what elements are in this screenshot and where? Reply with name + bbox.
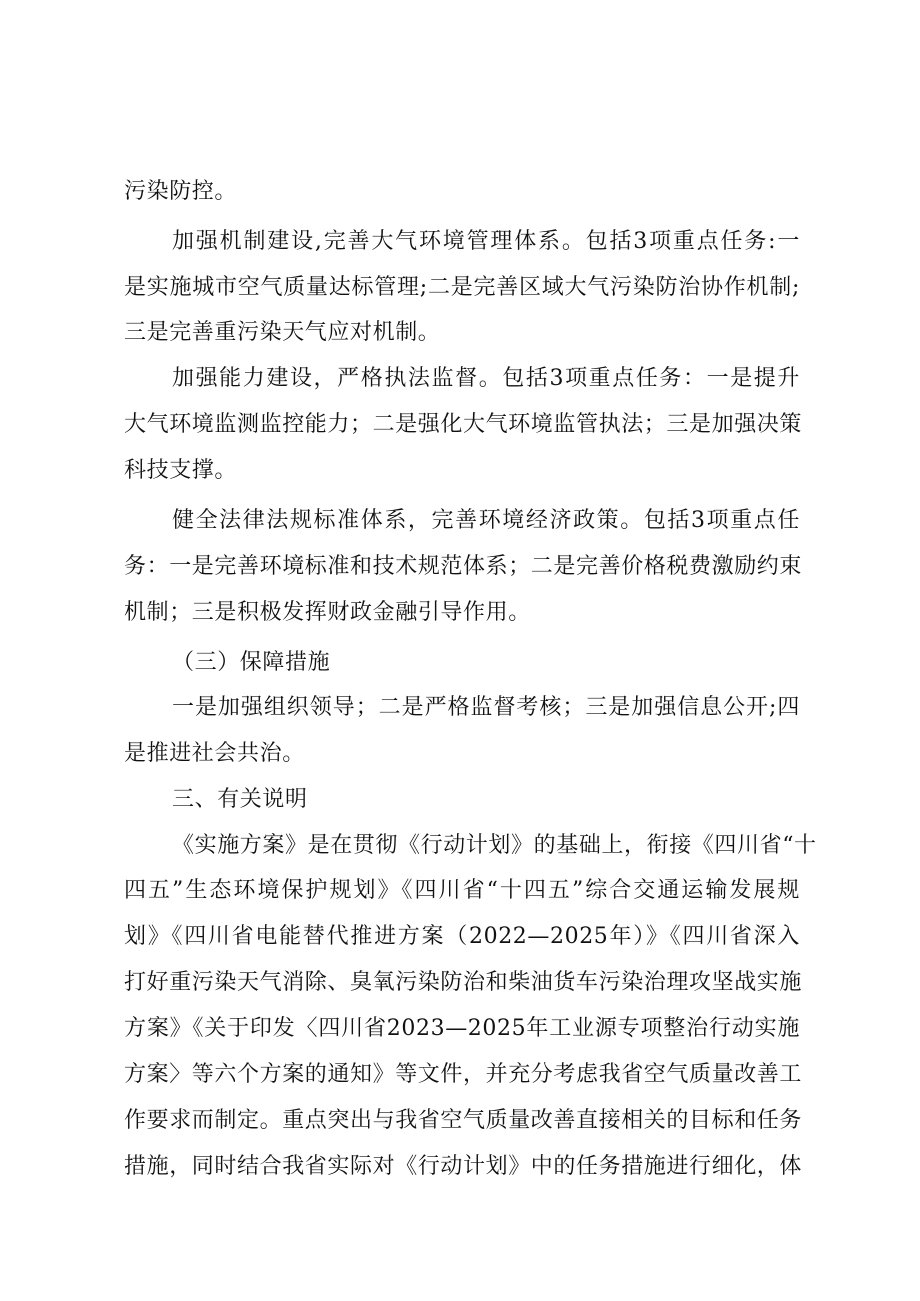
paragraph-line: 务：一是完善环境标准和技术规范体系；二是完善价格税费激励约束 — [124, 554, 803, 579]
paragraph-line: 加强能力建设，严格执法监督。包括3项重点任务：一是提升 — [172, 366, 800, 391]
section-heading: （三）保障措施 — [172, 650, 331, 675]
paragraph-line: 方案〉等六个方案的通知》等文件，并充分考虑我省空气质量改善工 — [124, 1062, 803, 1087]
paragraph-line: 健全法律法规标准体系，完善环境经济政策。包括3项重点任 — [172, 508, 800, 533]
paragraph-line: 是实施城市空气质量达标管理;二是完善区域大气污染防治协作机制; — [124, 275, 800, 300]
paragraph-line: 作要求而制定。重点突出与我省空气质量改善直接相关的目标和任务 — [124, 1108, 803, 1133]
paragraph-line: 四五”生态环境保护规划》《四川省“十四五”综合交通运输发展规 — [124, 878, 800, 903]
paragraph-line: 一是加强组织领导；二是严格监督考核；三是加强信息公开;四 — [172, 695, 800, 720]
section-heading: 三、有关说明 — [172, 787, 308, 812]
paragraph-line: 科技支撑。 — [124, 458, 238, 483]
paragraph-line: 污染防控。 — [124, 179, 238, 204]
paragraph-line: 大气环境监测监控能力；二是强化大气环境监管执法；三是加强决策 — [124, 412, 803, 437]
paragraph-line: 方案》《关于印发〈四川省2023—2025年工业源专项整治行动实施 — [124, 1016, 800, 1041]
paragraph-line: 打好重污染天气消除、臭氧污染防治和柴油货车污染治理攻坚战实施 — [124, 970, 803, 995]
paragraph-line: 《实施方案》是在贯彻《行动计划》的基础上，衔接《四川省“十 — [172, 833, 817, 858]
paragraph-line: 加强机制建设,完善大气环境管理体系。包括3项重点任务:一 — [172, 229, 800, 254]
paragraph-line: 划》《四川省电能替代推进方案（2022—2025年）》《四川省深入 — [124, 924, 800, 949]
paragraph-line: 是推进社会共治。 — [124, 741, 305, 766]
paragraph-line: 三是完善重污染天气应对机制。 — [124, 320, 441, 345]
paragraph-line: 机制；三是积极发挥财政金融引导作用。 — [124, 600, 531, 625]
paragraph-line: 措施，同时结合我省实际对《行动计划》中的任务措施进行细化，体 — [124, 1154, 803, 1179]
